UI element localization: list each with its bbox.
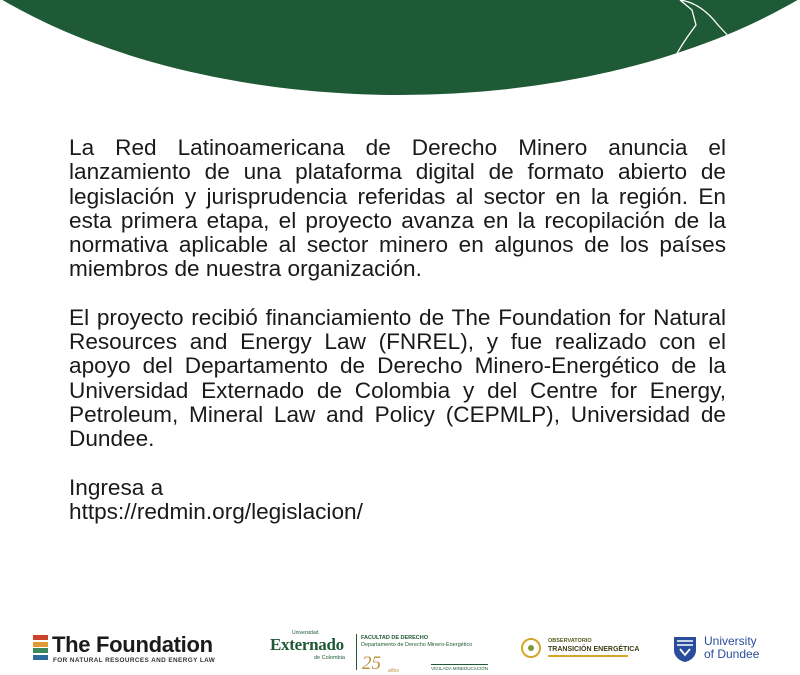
announcement-paragraph: La Red Latinoamericana de Derecho Minero anuncia el lanzamiento de una plataforma digital de formato abierto de legislación y jurisprudencia referidas al sector en la región. En esta primera etapa, el proyecto avanza en la recopilación de la normativa aplicable al sector minero en algunos de los países miembros de nuestra organización. <box>69 135 726 282</box>
funding-paragraph: El proyecto recibió financiamiento de The Foundation for Natural Resources and Energy Law (FNREL), y fue realizado con el apoyo del Departamento de Derecho Minero-Energético de la Universidad Externado de Colombia y del Centre for Energy, Petroleum, Mineral Law and Policy (CEPMLP), Universidad de Dundee. <box>69 304 726 452</box>
externado-small-label: Universidad <box>292 630 319 636</box>
externado-anniversary-suffix: años <box>388 668 399 674</box>
dundee-line1: University <box>704 634 757 648</box>
externado-anniversary: 25 <box>362 653 381 674</box>
cta-link[interactable]: https://redmin.org/legislacion/ <box>69 498 363 524</box>
foundation-subtitle: FOR NATURAL RESOURCES AND ENERGY LAW <box>53 657 216 664</box>
call-to-action <box>69 476 726 525</box>
externado-oversight: VIGILADA MINEDUCACIÓN <box>431 666 489 671</box>
foundation-title: The Foundation <box>52 632 213 657</box>
externado-divider <box>356 634 357 670</box>
externado-department: Departamento de Derecho Minero-Energético <box>361 642 473 648</box>
externado-name: Externado <box>270 635 344 654</box>
dundee-line2: of Dundee <box>704 647 760 661</box>
partner-logos <box>0 620 800 675</box>
observatorio-ring-icon <box>521 638 541 658</box>
south-america-map-outline-icon <box>0 0 800 95</box>
header-banner <box>0 0 800 95</box>
foundation-mark-icon <box>33 635 48 662</box>
externado-faculty: FACULTAD DE DERECHO <box>361 635 429 641</box>
observatorio-logo <box>521 638 640 664</box>
announcement-body <box>69 136 726 524</box>
dundee-logo <box>673 633 773 663</box>
observatorio-top: OBSERVATORIO <box>548 638 592 644</box>
observatorio-main: TRANSICIÓN ENERGÉTICA <box>548 646 640 653</box>
dundee-shield-icon <box>673 636 697 663</box>
observatorio-underline <box>548 655 628 657</box>
externado-country: de Colombia <box>314 655 345 661</box>
dundee-wordmark <box>704 635 759 661</box>
cta-label: Ingresa a <box>69 474 164 500</box>
externado-logo <box>270 630 495 675</box>
